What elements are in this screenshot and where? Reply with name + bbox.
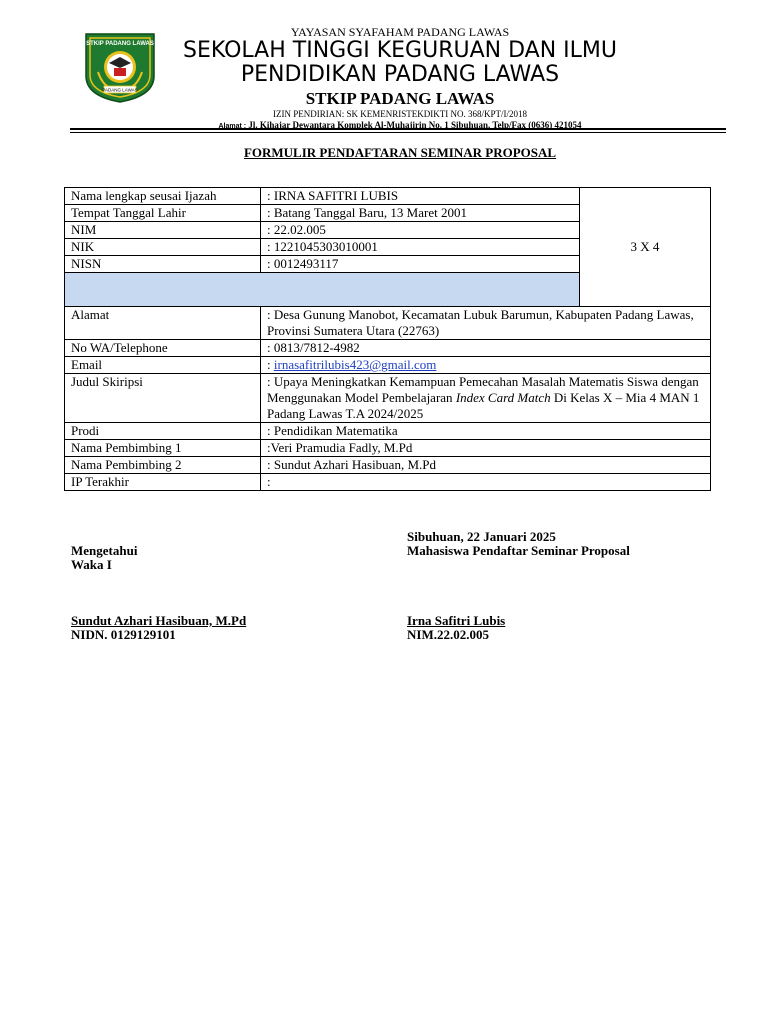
email-link[interactable]: irnasafitrilubis423@gmail.com bbox=[273, 357, 437, 372]
field-value: :Veri Pramudia Fadly, M.Pd bbox=[261, 440, 711, 457]
field-label: NIM bbox=[65, 222, 261, 239]
thesis-title-italic: Index Card Match bbox=[455, 390, 551, 405]
field-value: : Desa Gunung Manobot, Kecamatan Lubuk Barumun, Kabupaten Padang Lawas, Provinsi Sumatera Utara (22763) bbox=[261, 307, 711, 340]
institution-name-line2: PENDIDIKAN PADANG LAWAS bbox=[240, 62, 560, 87]
acknowledger-role: Waka I bbox=[71, 557, 112, 572]
email-prefix: : bbox=[267, 357, 274, 372]
field-value: : 0012493117 bbox=[261, 256, 580, 273]
table-row bbox=[65, 374, 711, 423]
field-label: Prodi bbox=[65, 423, 261, 440]
registration-form-table bbox=[64, 187, 711, 491]
form-title: FORMULIR PENDAFTARAN SEMINAR PROPOSAL bbox=[243, 145, 557, 160]
table-row bbox=[65, 357, 711, 374]
thesis-title-part1: : Upaya Meningkatkan Kemampuan Pemecahan Masalah Matematis Siswa dengan Menggunakan Model Pembelajaran bbox=[267, 374, 699, 405]
table-row bbox=[65, 307, 711, 340]
field-value: : IRNA SAFITRI LUBIS bbox=[261, 188, 580, 205]
field-value bbox=[261, 374, 711, 423]
field-label: Nama Pembimbing 1 bbox=[65, 440, 261, 457]
field-value: : 22.02.005 bbox=[261, 222, 580, 239]
field-value: : bbox=[261, 474, 711, 491]
header-divider-thin bbox=[70, 132, 726, 133]
acknowledged-label: Mengetahui bbox=[71, 543, 138, 558]
acknowledger-nidn: NIDN. 0129129101 bbox=[71, 627, 176, 642]
blank-highlight-row bbox=[65, 273, 580, 307]
field-value: : 1221045303010001 bbox=[261, 239, 580, 256]
table-row bbox=[65, 340, 711, 357]
table-row bbox=[65, 440, 711, 457]
field-label: Nama lengkap seusai Ijazah bbox=[65, 188, 261, 205]
institution-name-line1: SEKOLAH TINGGI KEGURUAN DAN ILMU bbox=[183, 38, 617, 63]
field-value: : Pendidikan Matematika bbox=[261, 423, 711, 440]
address-label: Alamat : bbox=[218, 123, 247, 130]
student-name: Irna Safitri Lubis bbox=[407, 613, 506, 628]
field-value: : Sundut Azhari Hasibuan, M.Pd bbox=[261, 457, 711, 474]
field-label: Alamat bbox=[65, 307, 261, 340]
field-label: Tempat Tanggal Lahir bbox=[65, 205, 261, 222]
address-text: Jl. Kihajar Dewantara Komplek Al-Muhajirin No. 1 Sibuhuan, Telp/Fax (0636) 421054 bbox=[248, 120, 582, 130]
field-label: Judul Skiripsi bbox=[65, 374, 261, 423]
field-value: : Batang Tanggal Baru, 13 Maret 2001 bbox=[261, 205, 580, 222]
thesis-title-part2: Di Kelas X – Mia 4 MAN 1 Padang Lawas T.A 2024/2025 bbox=[267, 390, 700, 421]
acknowledger-name: Sundut Azhari Hasibuan, M.Pd bbox=[71, 613, 247, 628]
table-row bbox=[65, 474, 711, 491]
field-value: : 0813/7812-4982 bbox=[261, 340, 711, 357]
institution-acronym: STKIP PADANG LAWAS bbox=[305, 89, 495, 108]
table-row bbox=[65, 423, 711, 440]
field-label: Nama Pembimbing 2 bbox=[65, 457, 261, 474]
logo-text-bottom: PADANG LAWAS bbox=[102, 87, 138, 93]
field-label: Email bbox=[65, 357, 261, 374]
field-label: NISN bbox=[65, 256, 261, 273]
institution-address bbox=[160, 120, 640, 132]
yayasan-name: YAYASAN SYAFAHAM PADANG LAWAS bbox=[290, 25, 510, 39]
header-divider-thick bbox=[70, 128, 726, 130]
institution-logo bbox=[80, 30, 160, 104]
photo-placeholder: 3 X 4 bbox=[580, 188, 711, 307]
logo-text-top: STKIP PADANG LAWAS bbox=[86, 41, 154, 47]
field-label: No WA/Telephone bbox=[65, 340, 261, 357]
letterhead bbox=[160, 25, 640, 132]
student-nim: NIM.22.02.005 bbox=[407, 627, 489, 642]
place-date: Sibuhuan, 22 Januari 2025 bbox=[407, 529, 556, 544]
establishment-permit: IZIN PENDIRIAN: SK KEMENRISTEKDIKTI NO. 368/KPT/I/2018 bbox=[273, 109, 527, 119]
field-label: IP Terakhir bbox=[65, 474, 261, 491]
table-row bbox=[65, 188, 711, 205]
field-label: NIK bbox=[65, 239, 261, 256]
table-row bbox=[65, 457, 711, 474]
student-role: Mahasiswa Pendaftar Seminar Proposal bbox=[407, 543, 630, 558]
field-value bbox=[261, 357, 711, 374]
